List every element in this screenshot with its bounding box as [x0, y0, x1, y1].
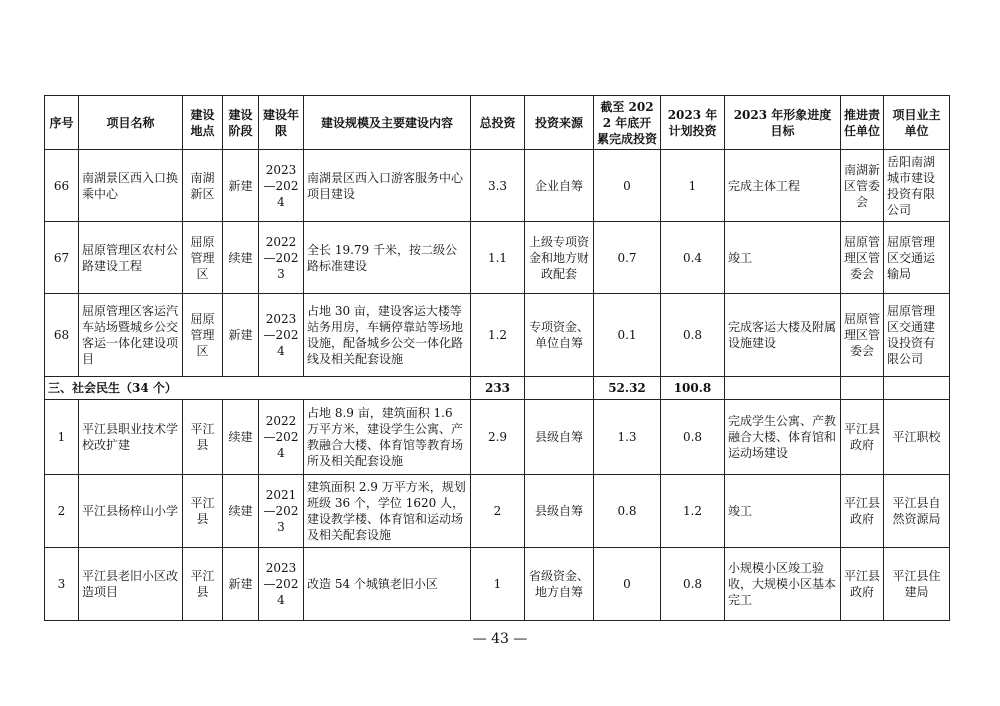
cell-source: 专项资金、单位自筹: [525, 294, 594, 377]
cell-target: 完成学生公寓、产教融合大楼、体育馆和运动场建设: [725, 400, 841, 475]
cell-resp: 平江县政府: [841, 400, 884, 475]
cell-scale: 占地 30 亩，建设客运大楼等站务用房，车辆停靠站等场地设施，配备城乡公交一体化路线及相关配套设施: [304, 294, 471, 377]
cell-period: 2022—2023: [259, 222, 304, 294]
cell-completed: 0: [594, 150, 661, 222]
cell-scale: 南湖景区西入口游客服务中心项目建设: [304, 150, 471, 222]
cell-plan2023: 0.8: [661, 294, 725, 377]
section-owner: [884, 377, 950, 400]
cell-period: 2021—2023: [259, 475, 304, 548]
cell-source: 企业自筹: [525, 150, 594, 222]
header-owner: 项目业主单位: [884, 96, 950, 150]
cell-resp: 平江县政府: [841, 548, 884, 621]
cell-resp: 屈原管理区管委会: [841, 294, 884, 377]
cell-scale: 改造 54 个城镇老旧小区: [304, 548, 471, 621]
table-row: [45, 294, 950, 377]
section-source: [525, 377, 594, 400]
header-source: 投资来源: [525, 96, 594, 150]
cell-owner: 岳阳南湖城市建设投资有限公司: [884, 150, 950, 222]
header-location: 建设地点: [183, 96, 223, 150]
cell-period: 2022—2024: [259, 400, 304, 475]
cell-total: 2.9: [471, 400, 525, 475]
header-stage: 建设阶段: [223, 96, 259, 150]
cell-plan2023: 0.4: [661, 222, 725, 294]
cell-source: 县级自筹: [525, 400, 594, 475]
cell-owner: 平江职校: [884, 400, 950, 475]
cell-target: 完成客运大楼及附属设施建设: [725, 294, 841, 377]
section-resp: [841, 377, 884, 400]
cell-completed: 0.7: [594, 222, 661, 294]
cell-seq: 3: [45, 548, 79, 621]
cell-total: 3.3: [471, 150, 525, 222]
cell-source: 县级自筹: [525, 475, 594, 548]
cell-target: 完成主体工程: [725, 150, 841, 222]
header-total: 总投资: [471, 96, 525, 150]
cell-plan2023: 0.8: [661, 548, 725, 621]
cell-resp: 屈原管理区管委会: [841, 222, 884, 294]
cell-scale: 占地 8.9 亩，建筑面积 1.6 万平方米，建设学生公寓、产教融合大楼、体育馆等教育场所及相关配套设施: [304, 400, 471, 475]
header-row: [45, 96, 950, 150]
cell-name: 屈原管理区农村公路建设工程: [79, 222, 183, 294]
cell-target: 竣工: [725, 222, 841, 294]
section-total: 233: [471, 377, 525, 400]
header-scale: 建设规模及主要建设内容: [304, 96, 471, 150]
cell-total: 1.1: [471, 222, 525, 294]
cell-completed: 1.3: [594, 400, 661, 475]
cell-owner: 平江县住建局: [884, 548, 950, 621]
cell-name: 平江县职业技术学校改扩建: [79, 400, 183, 475]
cell-resp: 南湖新区管委会: [841, 150, 884, 222]
cell-stage: 新建: [223, 150, 259, 222]
cell-scale: 全长 19.79 千米，按二级公路标准建设: [304, 222, 471, 294]
cell-completed: 0.8: [594, 475, 661, 548]
cell-scale: 建筑面积 2.9 万平方米，规划班级 36 个，学位 1620 人，建设教学楼、体育馆和运动场及相关配套设施: [304, 475, 471, 548]
cell-location: 平江县: [183, 475, 223, 548]
cell-resp: 平江县政府: [841, 475, 884, 548]
cell-location: 平江县: [183, 400, 223, 475]
cell-period: 2023—2024: [259, 548, 304, 621]
section-target: [725, 377, 841, 400]
cell-plan2023: 0.8: [661, 400, 725, 475]
cell-stage: 新建: [223, 548, 259, 621]
cell-seq: 2: [45, 475, 79, 548]
cell-period: 2023—2024: [259, 294, 304, 377]
header-period: 建设年限: [259, 96, 304, 150]
table-row: [45, 548, 950, 621]
section-row: [45, 377, 950, 400]
cell-target: 小规模小区竣工验收，大规模小区基本完工: [725, 548, 841, 621]
cell-location: 南湖新区: [183, 150, 223, 222]
cell-name: 南湖景区西入口换乘中心: [79, 150, 183, 222]
cell-total: 2: [471, 475, 525, 548]
header-seq: 序号: [45, 96, 79, 150]
section-plan2023: 100.8: [661, 377, 725, 400]
cell-owner: 屈原管理区交通运输局: [884, 222, 950, 294]
cell-name: 屈原管理区客运汽车站场暨城乡公交客运一体化建设项目: [79, 294, 183, 377]
cell-name: 平江县杨梓山小学: [79, 475, 183, 548]
header-resp: 推进责任单位: [841, 96, 884, 150]
cell-stage: 续建: [223, 475, 259, 548]
project-table: [44, 95, 950, 621]
cell-owner: 平江县自然资源局: [884, 475, 950, 548]
cell-completed: 0.1: [594, 294, 661, 377]
cell-plan2023: 1.2: [661, 475, 725, 548]
page-number: — 43 —: [472, 631, 528, 647]
header-name: 项目名称: [79, 96, 183, 150]
cell-source: 上级专项资金和地方财政配套: [525, 222, 594, 294]
cell-total: 1: [471, 548, 525, 621]
cell-location: 屈原管理区: [183, 222, 223, 294]
cell-target: 竣工: [725, 475, 841, 548]
cell-stage: 续建: [223, 222, 259, 294]
header-completed: 截至 2022 年底开累完成投资: [594, 96, 661, 150]
section-label: 三、社会民生（34 个）: [45, 377, 471, 400]
cell-total: 1.2: [471, 294, 525, 377]
header-target: 2023 年形象进度目标: [725, 96, 841, 150]
cell-name: 平江县老旧小区改造项目: [79, 548, 183, 621]
cell-stage: 新建: [223, 294, 259, 377]
header-plan2023: 2023 年计划投资: [661, 96, 725, 150]
table-row: [45, 222, 950, 294]
cell-seq: 68: [45, 294, 79, 377]
section-completed: 52.32: [594, 377, 661, 400]
table-row: [45, 400, 950, 475]
cell-seq: 67: [45, 222, 79, 294]
cell-location: 屈原管理区: [183, 294, 223, 377]
table-row: [45, 150, 950, 222]
cell-seq: 1: [45, 400, 79, 475]
cell-completed: 0: [594, 548, 661, 621]
cell-source: 省级资金、地方自筹: [525, 548, 594, 621]
table-row: [45, 475, 950, 548]
cell-seq: 66: [45, 150, 79, 222]
cell-stage: 续建: [223, 400, 259, 475]
cell-owner: 屈原管理区交通建设投资有限公司: [884, 294, 950, 377]
cell-period: 2023—2024: [259, 150, 304, 222]
cell-location: 平江县: [183, 548, 223, 621]
cell-plan2023: 1: [661, 150, 725, 222]
